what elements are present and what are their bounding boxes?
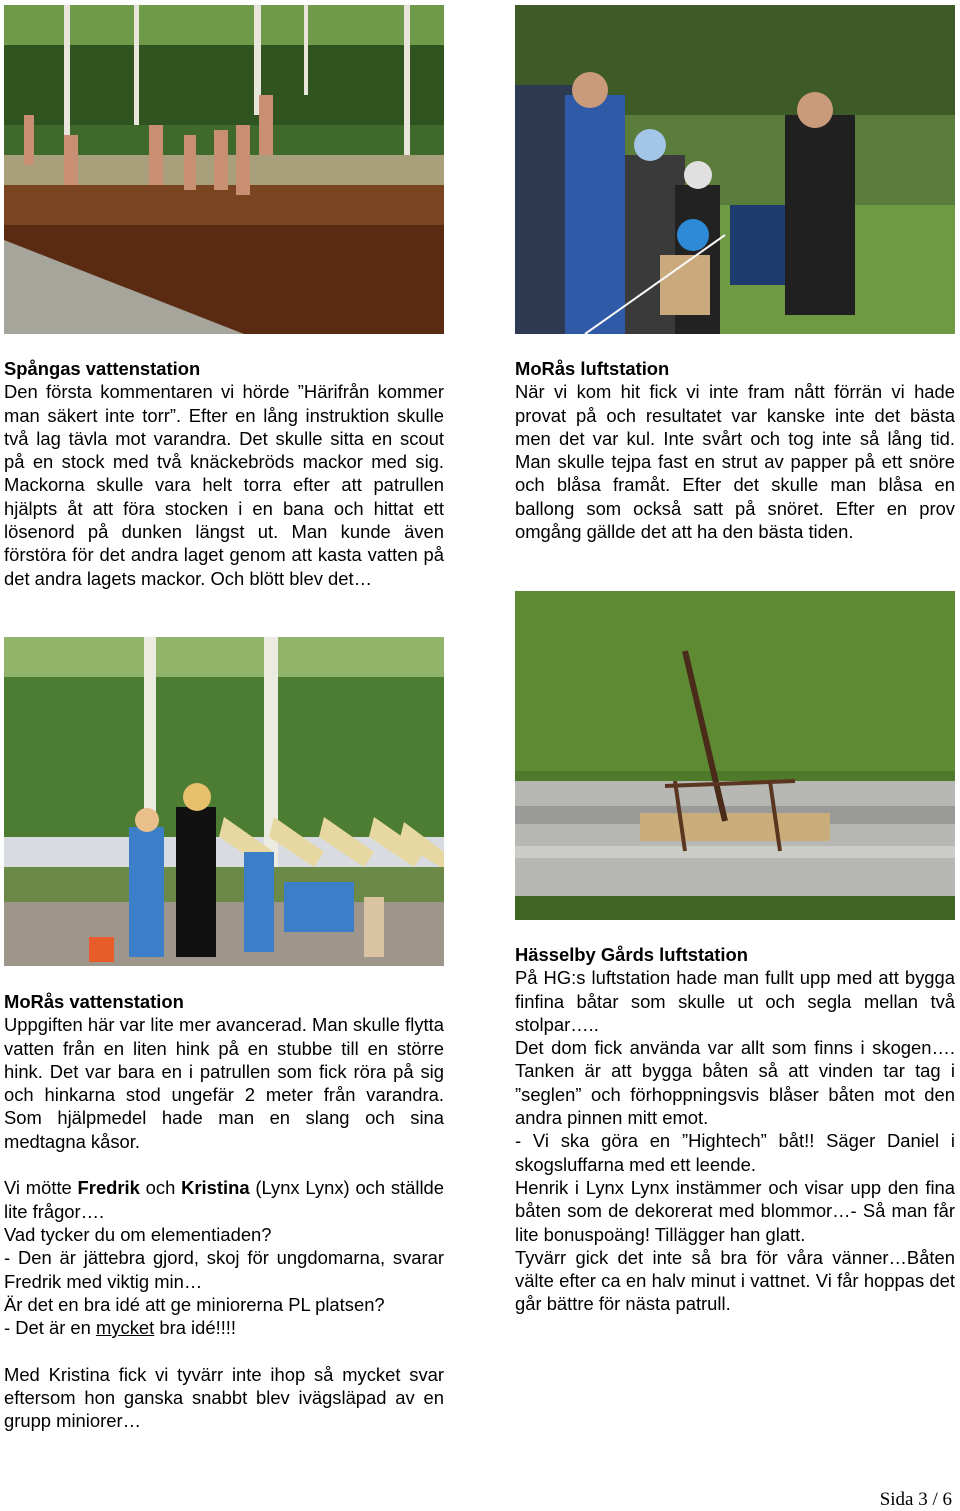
section-paragraph: Det dom fick använda var allt som finns i skogen…. Tanken är att bygga båten så att vinden tar tag i ”seglen” och förhoppningsvis blåser båten mot den andra pinnen mitt emot. (515, 1037, 955, 1129)
section-title: Hässelby Gårds luftstation (515, 944, 749, 965)
section-title: MoRås vattenstation (4, 991, 184, 1012)
interview-question: Vad tycker du om elementiaden? (4, 1223, 272, 1245)
section-paragraph: På HG:s luftstation hade man fullt upp med att bygga finfina båtar som skulle ut och segla mellan två stolpar….. (515, 967, 955, 1035)
section-moras-luft (515, 357, 955, 543)
interview-question: Är det en bra idé att ge miniorerna PL platsen? (4, 1293, 385, 1315)
page-number: Sida 3 / 6 (879, 1489, 952, 1510)
answer-emphasis: mycket (96, 1317, 155, 1339)
section-moras-vatten (4, 990, 444, 1433)
answer-prefix: - Det är en (4, 1317, 96, 1339)
section-title: Spångas vattenstation (4, 358, 201, 379)
interview-intro-and: och (139, 1177, 182, 1199)
interview-answer (4, 1316, 444, 1339)
section-spangas (4, 357, 444, 590)
interview-intro-prefix: Vi mötte (4, 1177, 78, 1199)
interview-answer: - Den är jättebra gjord, skoj för ungdomarna, svarar Fredrik med viktig min… (4, 1247, 444, 1292)
section-body: Den första kommentaren vi hörde ”Härifrån kommer man säkert inte torr”. Efter en lång instruktion skulle två lag tävla mot varandra. Det skulle sitta en scout på en stock med två knäckebröds mackor med sig. Mackorna skulle vara helt torra efter att patrullen hjälpts åt att föra stocken i en bana och hittat ett lösenord på dunken längst ut. Man kunde även förstöra för det andra laget genom att kasta vatten på det andra lagets mackor. Och blött blev det… (4, 381, 444, 589)
interviewee-name: Fredrik (77, 1177, 140, 1199)
interview-intro-suffix: (Lynx Lynx) och ställde lite frågor…. (4, 1177, 445, 1222)
photo-twig-boat (515, 591, 955, 920)
section-body: När vi kom hit fick vi inte fram nått förrän vi hade provat på och resultatet var kanske inte det bästa men det var kul. Inte svårt och tog inte så lång tid. Man skulle tejpa fast en strut av papper på ett snöre och blåsa framåt. Efter det skulle man blåsa en ballong som också satt på snöret. Efter en prov omgång gällde det att ha den bästa tiden. (515, 381, 955, 543)
section-paragraph: Henrik i Lynx Lynx instämmer och visar upp den fina båten som de dekorerat med blommor…- Så man får lite bonuspoäng! Tillägger han glatt. (515, 1176, 955, 1245)
interview-intro (4, 1176, 444, 1223)
section-hasselby (515, 943, 955, 1316)
section-paragraph: Tyvärr gick det inte så bra för våra vänner…Båten välte efter ca en halv minut i vattnet. Vi får hoppas det går bättre för nästa patrull. (515, 1246, 955, 1315)
section-paragraph: - Vi ska göra en ”Hightech” båt!! Säger Daniel i skogsluffarna med ett leende. (515, 1130, 955, 1175)
photo-lake-shore (4, 5, 444, 334)
interviewee-name: Kristina (181, 1177, 250, 1199)
section-body: Uppgiften här var lite mer avancerad. Man skulle flytta vatten från en liten hink på en stubbe till en större hink. Det var bara en i patrullen som fick röra på sig och hinkarna stod ungefär 2 meter från varandra. Som hjälpmedel hade man en slang och sina medtagna kåsor. (4, 1014, 444, 1152)
photo-water-buckets (4, 637, 444, 966)
answer-suffix: bra idé!!!! (154, 1317, 237, 1339)
photo-balloon-race (515, 5, 955, 334)
closing-paragraph: Med Kristina fick vi tyvärr inte ihop så mycket svar eftersom hon ganska snabbt blev ivägsläpad av en grupp miniorer… (4, 1363, 444, 1432)
section-title: MoRås luftstation (515, 358, 670, 379)
